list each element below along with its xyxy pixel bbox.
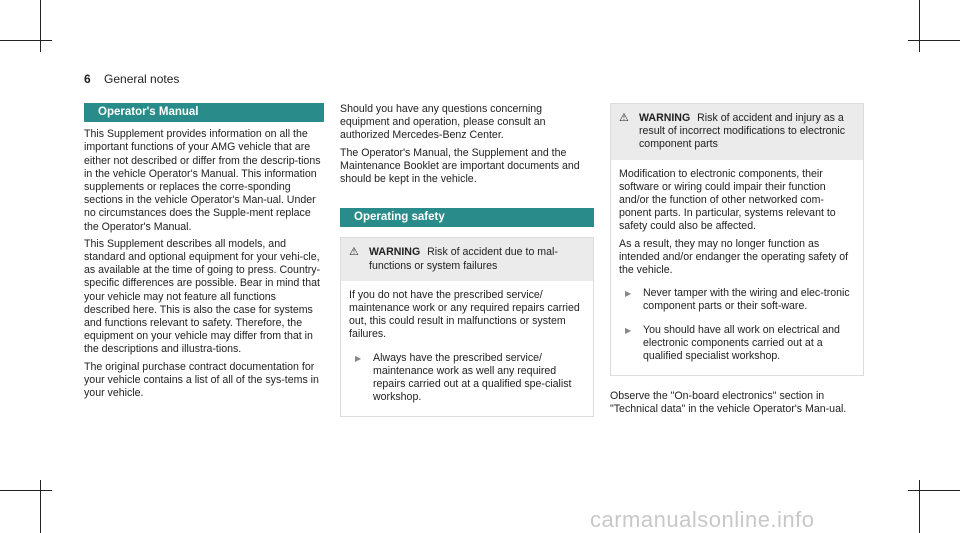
warning-box [610, 103, 864, 376]
warning-text: Risk of accident due to mal-functions or system failures [369, 246, 558, 272]
paragraph: This Supplement describes all models, and standard and optional equipment for your vehi-cle, as available at the time of going to press. Country-specific differences are possible. Bear in mind that your vehicle may not feature all functions described here. This is also the case for systems and functions relevant to safety. Therefore, the equipment on your vehicle may differ from that in the descriptions and illustra-tions. [84, 237, 321, 356]
paragraph: Modification to electronic components, their software or wiring could impair their function and/or the function of other networked com-ponent parts. In particular, systems relevant to safety could also be affected. [619, 167, 836, 233]
paragraph: This Supplement provides information on all the important functions of your AMG vehicle that are either not described or differ from the descrip-tions in the vehicle Operator's Manual. This information supplements or replaces the corre-sponding sections in the vehicle Operator's Man-ual. Under no circumstances does the Supple-ment replace the Operator's Manual. [84, 128, 321, 233]
instruction-step: ▶ Never tamper with the wiring and elec-tronic component parts or their soft-ware. [619, 287, 855, 313]
arrow-right-icon: ▶ [625, 325, 632, 335]
section-heading: Operator's Manual [84, 103, 324, 122]
page-number: 6 [84, 72, 91, 86]
section-name: General notes [104, 72, 180, 86]
warning-label: WARNING [369, 246, 421, 259]
column-2 [340, 103, 594, 417]
warning-body [341, 281, 593, 417]
paragraph: Observe the "On-board electronics" section in "Technical data" in the vehicle Operator's Man-ual. [610, 390, 847, 416]
watermark: carmanualsonline.info [590, 507, 815, 532]
paragraph: As a result, they may no longer function as intended and/or endanger the operating safety of the vehicle. [619, 237, 849, 277]
paragraph: If you do not have the prescribed service/ maintenance work or any required repairs carried out, this could result in malfunctions or system failures. [349, 288, 580, 341]
warning-triangle-icon: ⚠ [619, 112, 629, 124]
column-1 [84, 103, 324, 404]
warning-header [611, 104, 863, 160]
paragraph: The original purchase contract documentation for your vehicle contains a list of all of the sys-tems in your vehicle. [84, 360, 319, 400]
instruction-step: ▶ Always have the prescribed service/ maintenance work as well any required repairs carried out at a qualified spe-cialist workshop. [349, 352, 585, 405]
paragraph: Should you have any questions concerning equipment and operation, please consult an authorized Mercedes-Benz Center. [340, 103, 546, 142]
column-3 [610, 103, 864, 421]
warning-body [611, 160, 863, 376]
warning-label: WARNING [639, 112, 691, 124]
page-header [84, 72, 179, 86]
warning-box [340, 237, 594, 417]
instruction-step: ▶ You should have all work on electrical and electronic components carried out at a qualified specialist workshop. [619, 324, 855, 364]
warning-triangle-icon: ⚠ [349, 246, 359, 259]
paragraph: The Operator's Manual, the Supplement and the Maintenance Booklet are important documents and should be kept in the vehicle. [340, 146, 580, 186]
arrow-right-icon: ▶ [355, 353, 362, 363]
section-heading: Operating safety [340, 208, 594, 227]
warning-text: Risk of accident and injury as a result of incorrect modifications to electronic component parts [639, 112, 846, 151]
warning-header [341, 238, 593, 280]
arrow-right-icon: ▶ [625, 289, 632, 299]
